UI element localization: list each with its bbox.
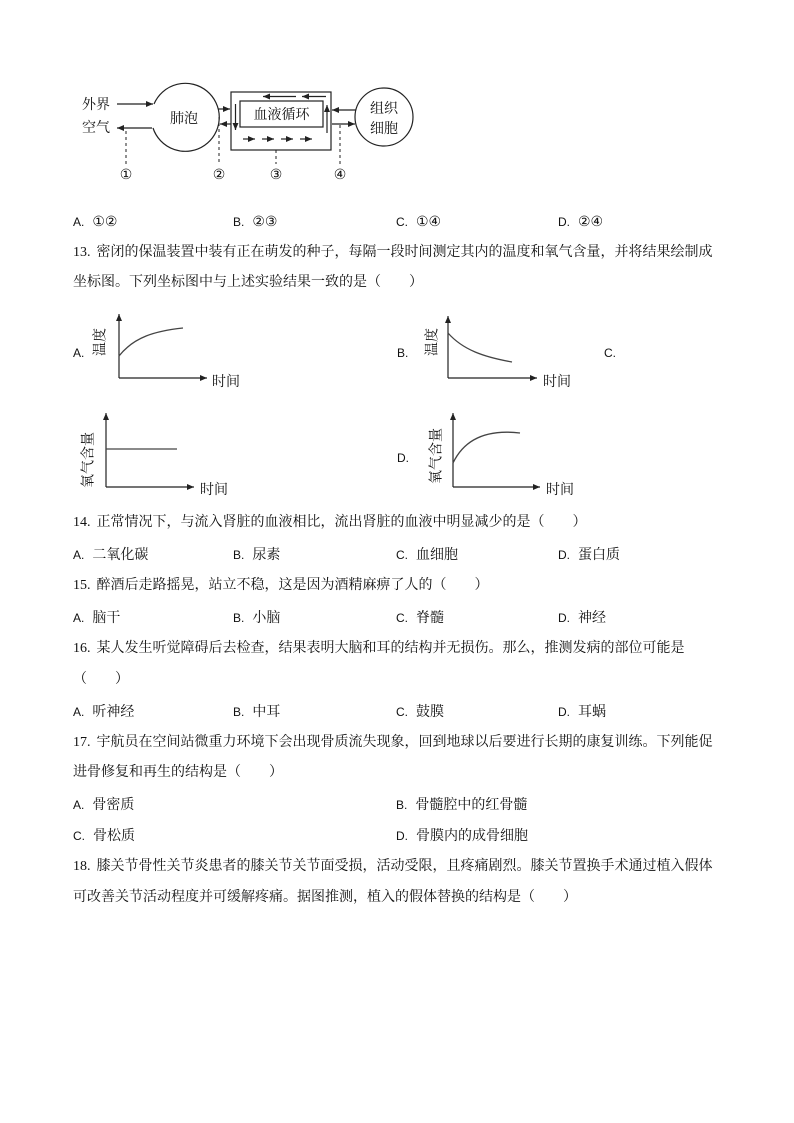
q13-graph-a xyxy=(73,314,240,390)
graph-c-x-label: 时间 xyxy=(200,483,228,498)
question-number: 17. xyxy=(73,735,91,750)
q16-option-a: A. 听神经 xyxy=(73,705,135,720)
graph-b-y-label: 温度 xyxy=(425,328,441,356)
q13-graph-d xyxy=(397,413,574,498)
q12-option-b: B. ②③ xyxy=(233,215,278,230)
graph-a-option-letter: A. xyxy=(73,346,85,360)
tissue-cell-label-line2: 细胞 xyxy=(370,122,398,137)
q13-stem-line-1: 13. 密闭的保温装置中装有正在萌发的种子，每隔一段时间测定其内的温度和氧气含量，并将结果绘制成 xyxy=(73,245,713,260)
q12-option-d: D. ②④ xyxy=(558,215,604,230)
q14-option-d: D. 蛋白质 xyxy=(558,548,620,563)
graph-a-x-label: 时间 xyxy=(212,375,240,390)
graph-d-x-label: 时间 xyxy=(546,483,574,498)
question-number: 13. xyxy=(73,245,91,260)
question-number: 16. xyxy=(73,641,91,656)
graph-b-x-label: 时间 xyxy=(543,375,571,390)
graph-c-option-letter: C. xyxy=(604,346,616,360)
respiration-diagram xyxy=(82,83,413,183)
graph-d-option-letter: D. xyxy=(397,451,409,465)
q13-stem-line-2: 坐标图。下列坐标图中与上述实验结果一致的是（ ） xyxy=(73,275,423,290)
q17-option-d: D. 骨膜内的成骨细胞 xyxy=(396,829,528,844)
q18-stem-line-1: 18. 膝关节骨性关节炎患者的膝关节关节面受损，活动受限，且疼痛剧烈。膝关节置换手术通过植入假体 xyxy=(73,859,713,874)
outside-air-label-line2: 空气 xyxy=(82,121,110,136)
q14-option-a: A. 二氧化碳 xyxy=(73,548,149,563)
q15-stem-line-1: 15. 醉酒后走路摇晃，站立不稳，这是因为酒精麻痹了人的（ ） xyxy=(73,578,489,593)
q17-option-b: B. 骨髓腔中的红骨髓 xyxy=(396,798,528,813)
q14-option-b: B. 尿素 xyxy=(233,548,281,563)
q13-graph-b xyxy=(397,316,571,390)
question-number: 14. xyxy=(73,515,91,530)
marker-3-label: ③ xyxy=(269,168,283,183)
q14-option-c: C. 血细胞 xyxy=(396,548,458,563)
question-number: 15. xyxy=(73,578,91,593)
q18-stem-line-2: 可改善关节活动程度并可缓解疼痛。据图推测，植入的假体替换的结构是（ ） xyxy=(73,890,577,905)
question-number: 18. xyxy=(73,859,91,874)
q15-option-d: D. 神经 xyxy=(558,611,606,626)
q14-stem-line-1: 14. 正常情况下，与流入肾脏的血液相比，流出肾脏的血液中明显减少的是（ ） xyxy=(73,515,587,530)
graph-a-y-label: 温度 xyxy=(93,328,109,356)
q12-option-c: C. ①④ xyxy=(396,215,442,230)
graph-b-option-letter: B. xyxy=(397,346,409,360)
q15-option-b: B. 小脑 xyxy=(233,611,281,626)
q17-option-a: A. 骨密质 xyxy=(73,798,135,813)
graph-b-curve xyxy=(448,333,512,362)
q15-option-c: C. 脊髓 xyxy=(396,611,444,626)
q15-option-a: A. 脑干 xyxy=(73,611,121,626)
q17-stem-line-2: 进骨修复和再生的结构是（ ） xyxy=(73,765,283,780)
q16-option-b: B. 中耳 xyxy=(233,705,281,720)
q16-stem-line-2: （ ） xyxy=(73,672,129,687)
circulation-label: 血液循环 xyxy=(253,108,310,123)
q17-stem-line-1: 17. 宇航员在空间站微重力环境下会出现骨质流失现象，回到地球以后要进行长期的康复训练。下列能促 xyxy=(73,735,713,750)
q16-option-c: C. 鼓膜 xyxy=(396,705,444,720)
q17-option-c: C. 骨松质 xyxy=(73,829,135,844)
marker-4-label: ④ xyxy=(333,168,347,183)
q13-graph-c xyxy=(81,346,617,498)
tissue-cell-label-line1: 组织 xyxy=(370,102,398,117)
alveoli-label: 肺泡 xyxy=(170,112,198,127)
tissue-cell-circle xyxy=(355,88,413,146)
graph-a-curve xyxy=(119,328,183,356)
q16-option-d: D. 耳蜗 xyxy=(558,705,606,720)
marker-1-label: ① xyxy=(119,168,133,183)
q12-option-a: A. ①② xyxy=(73,215,118,230)
graph-c-y-label: 氧气含量 xyxy=(81,432,97,488)
graph-d-curve xyxy=(453,432,520,463)
outside-air-label-line1: 外界 xyxy=(82,98,110,113)
graph-d-y-label: 氧气含量 xyxy=(429,428,445,484)
q16-stem-line-1: 16. 某人发生听觉障碍后去检查，结果表明大脑和耳的结构并无损伤。那么，推测发病的部位可能是 xyxy=(73,641,685,656)
marker-2-label: ② xyxy=(212,168,226,183)
